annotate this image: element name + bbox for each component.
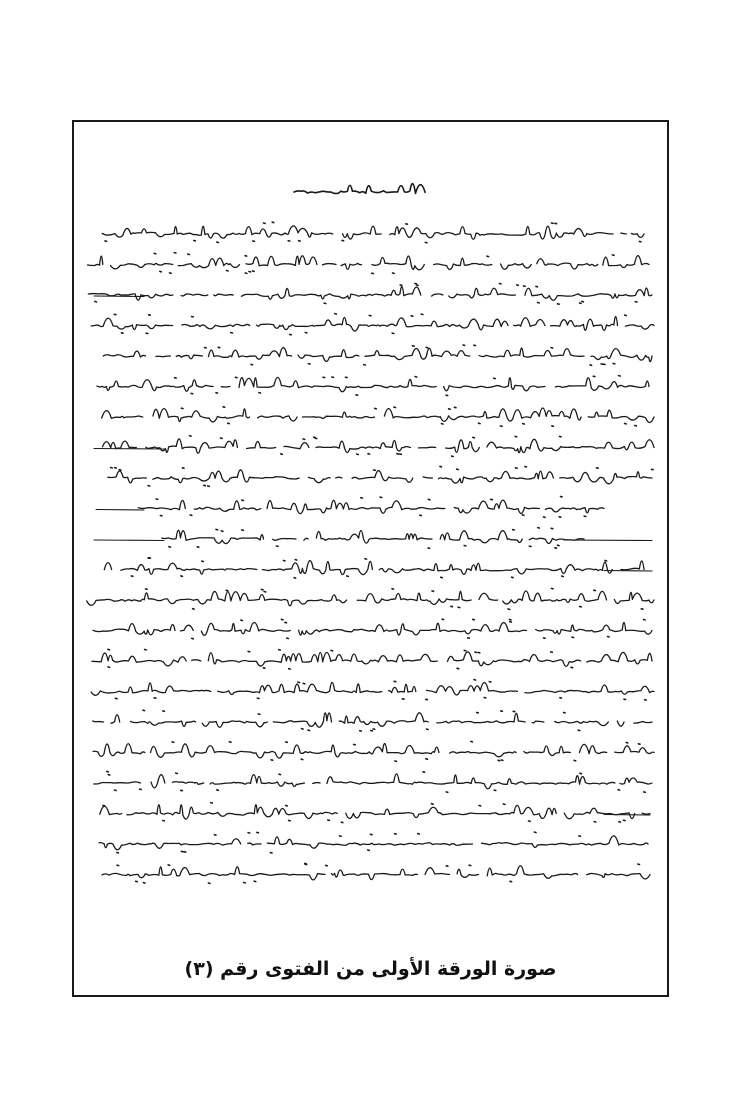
handwritten-line-stroke	[88, 256, 650, 270]
handwritten-line-stroke	[102, 408, 654, 422]
handwritten-line-stroke	[138, 500, 604, 514]
handwritten-line-stroke	[93, 744, 654, 759]
page-caption: صورة الورقة الأولى من الفتوى رقم (٣)	[184, 958, 557, 980]
handwritten-line-stroke	[93, 622, 652, 635]
handwritten-line-stroke	[103, 439, 655, 453]
line-filler-dash-stroke	[94, 449, 164, 450]
manuscript-handwriting-drawing	[84, 170, 664, 890]
handwritten-line-stroke	[91, 317, 654, 331]
line-filler-dash-stroke	[604, 571, 652, 572]
line-filler-dash-stroke	[604, 815, 650, 816]
handwritten-line-stroke	[94, 774, 652, 789]
handwritten-line-stroke	[92, 652, 652, 667]
handwritten-line-stroke	[84, 286, 652, 300]
handwritten-line-stroke	[100, 805, 650, 819]
line-filler-dash-stroke	[94, 296, 144, 297]
handwritten-line-stroke	[104, 561, 644, 575]
handwritten-line-stroke	[99, 836, 648, 850]
handwritten-manuscript-image	[84, 170, 694, 890]
handwritten-line-stroke	[93, 713, 652, 728]
handwritten-line-stroke	[91, 682, 654, 695]
basmala-heading-stroke	[294, 184, 425, 194]
line-filler-dash-stroke	[94, 540, 164, 541]
handwritten-line-stroke	[102, 866, 650, 880]
handwritten-line-stroke	[87, 591, 654, 606]
handwritten-line-stroke	[103, 348, 652, 362]
handwritten-line-stroke	[162, 530, 584, 543]
line-filler-dash-stroke	[96, 510, 144, 511]
line-filler-dash-stroke	[564, 540, 652, 541]
handwritten-line-stroke	[102, 470, 652, 484]
handwritten-line-stroke	[102, 226, 644, 239]
handwritten-line-stroke	[86, 377, 649, 391]
